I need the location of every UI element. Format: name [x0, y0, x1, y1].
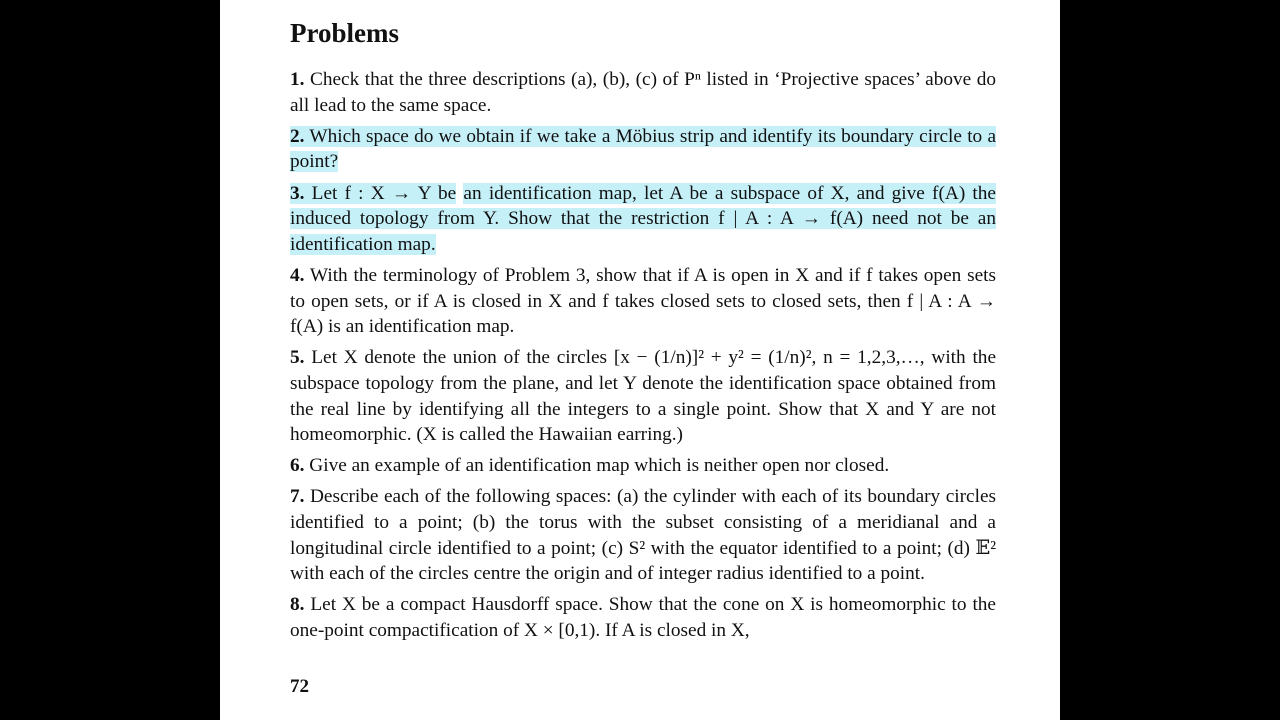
problem-text: Check that the three descriptions (a), (b), (c) of Pⁿ listed in ‘Projective spaces’ above do all lead to the same space.: [290, 69, 996, 116]
problem-text: Let X be a compact Hausdorff space. Show that the cone on X is homeomorphic to the one-point compactification of X × [0,1). If A is closed in X,: [290, 594, 996, 642]
problem-number: 1.: [290, 69, 305, 90]
problem-text: Which space do we obtain if we take a Möbius strip and identify its boundary circle to a point?: [290, 125, 996, 173]
problem-text: Give an example of an identification map which is neither open nor closed.: [309, 455, 890, 477]
problem-text: With the terminology of Problem 3, show that if A is open in X and if f takes open sets to open sets, or if A is closed in X and f takes closed sets to closed sets, then f | A : A → f(A) is an identification map.: [290, 264, 996, 338]
book-page: [220, 0, 1060, 720]
problem-text-prefix: Let f : X → Y be: [311, 182, 457, 204]
problem-number: 6.: [290, 455, 305, 477]
problem-2: [290, 124, 996, 175]
problem-1: [290, 67, 996, 118]
problem-number: 4.: [290, 264, 305, 286]
problem-number: 7.: [290, 486, 305, 508]
problem-number: 3.: [290, 182, 305, 204]
problem-5: [290, 345, 996, 447]
highlight[interactable]: [290, 183, 456, 204]
page-content: [290, 16, 996, 649]
highlight[interactable]: an identification map, let A be a subspace of X, and give f(A) the induced topology from Y. Show that the restriction f | A : A → f(A) need not be an identification map.: [290, 182, 996, 255]
problem-text: Let X denote the union of the circles [x − (1/n)]² + y² = (1/n)², n = 1,2,3,…, with the subspace topology from the plane, and let Y denote the identification space obtained from the real line by identifying all the integers to a single point. Show that X and Y are not homeomorphic. (X is called the Hawaiian earring.): [290, 347, 997, 446]
problem-8: [290, 592, 996, 643]
problem-7: [290, 484, 996, 586]
page-number: 72: [290, 676, 309, 697]
problem-4: [290, 263, 996, 340]
problem-6: [290, 453, 996, 479]
problem-3: [290, 181, 996, 258]
problem-text: Describe each of the following spaces: (a) the cylinder with each of its boundary circles identified to a point; (b) the torus with the subset consisting of a meridianal and a longitudinal circle identified to a point; (c) S² with the equator identified to a point; (d) 𝔼² with each of the circles centre the origin and of integer radius identified to a point.: [290, 486, 996, 585]
problem-number: 8.: [290, 594, 305, 616]
problem-number: 5.: [290, 347, 305, 369]
page-title: Problems: [290, 18, 399, 48]
highlight[interactable]: [290, 126, 996, 173]
problem-number: 2.: [290, 125, 305, 147]
